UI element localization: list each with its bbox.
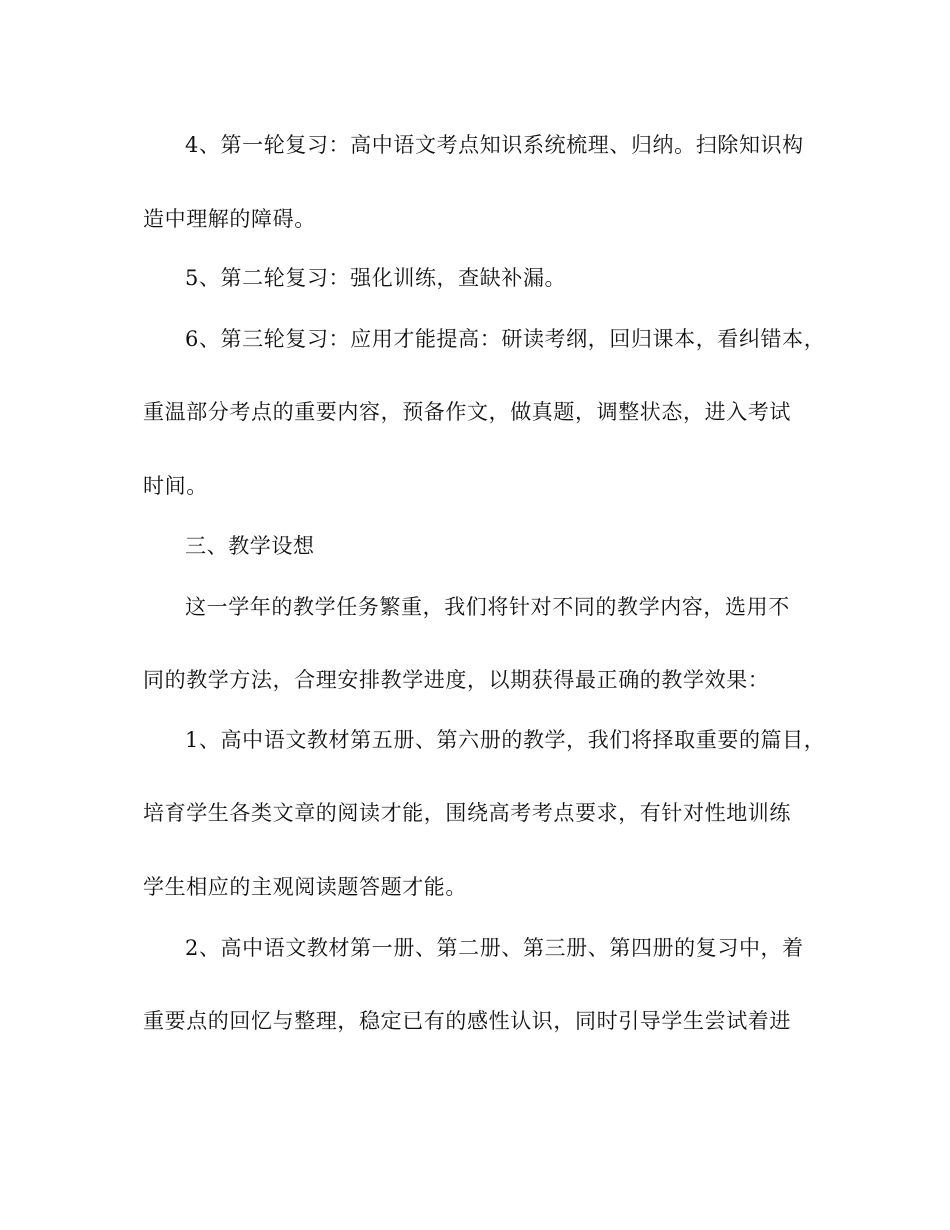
paragraph-line: 4、第一轮复习：高中语文考点知识系统梳理、归纳。扫除知识构 bbox=[185, 133, 804, 157]
paragraph-line: 2、高中语文教材第一册、第二册、第三册、第四册的复习中，着 bbox=[185, 936, 804, 960]
section-heading: 三、教学设想 bbox=[185, 534, 315, 558]
paragraph-line: 重温部分考点的重要内容，预备作文，做真题，调整状态，进入考试 bbox=[143, 400, 791, 424]
paragraph-line: 时间。 bbox=[143, 474, 208, 498]
paragraph-line: 造中理解的障碍。 bbox=[143, 207, 316, 231]
paragraph-line: 5、第二轮复习：强化训练，查缺补漏。 bbox=[185, 266, 567, 290]
paragraph-line: 培育学生各类文章的阅读才能，围绕高考考点要求，有针对性地训练 bbox=[143, 801, 791, 825]
paragraph-line: 同的教学方法，合理安排教学进度，以期获得最正确的教学效果： bbox=[143, 668, 770, 692]
paragraph-line: 这一学年的教学任务繁重，我们将针对不同的教学内容，选用不 bbox=[185, 595, 790, 619]
paragraph-line: 重要点的回忆与整理，稳定已有的感性认识，同时引导学生尝试着进 bbox=[143, 1009, 791, 1033]
paragraph-line: 6、第三轮复习：应用才能提高：研读考纲，回归课本，看纠错本， bbox=[185, 327, 826, 351]
paragraph-line: 1、高中语文教材第五册、第六册的教学，我们将择取重要的篇目， bbox=[185, 728, 826, 752]
paragraph-line: 学生相应的主观阅读题答题才能。 bbox=[143, 875, 467, 899]
